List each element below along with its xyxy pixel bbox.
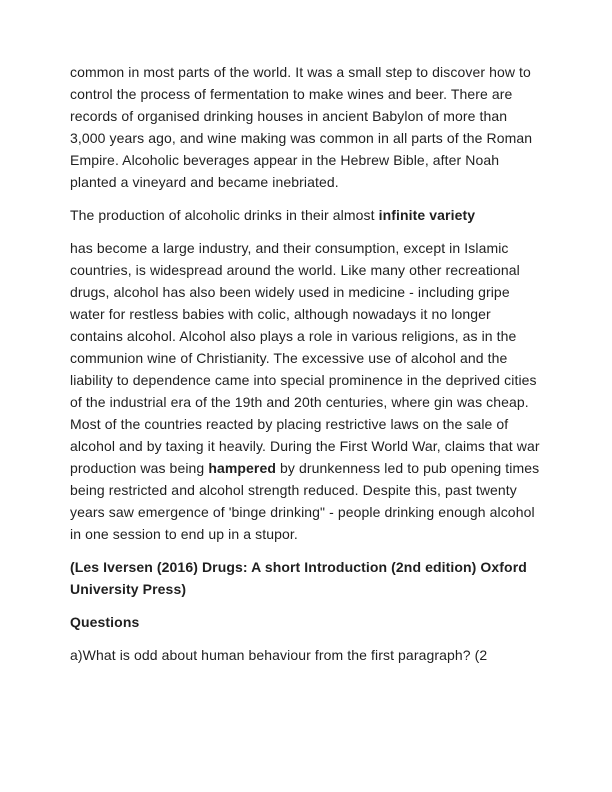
paragraph-production-intro — [70, 204, 542, 226]
text-run: The production of alcoholic drinks in their almost — [70, 207, 379, 223]
question-a — [70, 644, 542, 666]
text-run-bold-hampered: hampered — [208, 460, 277, 476]
question-a-text: a)What is odd about human behaviour from the first paragraph? (2 — [70, 647, 488, 663]
text-run: by drunkenness led to pub opening times being restricted and alcohol strength reduced. Despite this, past twenty years saw emergence of 'binge drinking" - people drinking enough alcohol in one session to end up in a stupor. — [70, 460, 540, 542]
document-body — [70, 61, 542, 666]
text-run-bold-infinite-variety: infinite variety — [378, 207, 476, 223]
paragraph-industry-and-consumption — [70, 237, 542, 545]
questions-heading-text: Questions — [70, 614, 140, 630]
paragraph-history-of-alcohol — [70, 61, 542, 193]
text-run: common in most parts of the world. It was a small step to discover how to control the process of fermentation to make wines and beer. There are records of organised drinking houses in ancient Babylon of more than 3,000 years ago, and wine making was common in all parts of the Roman Empire. Alcoholic beverages appear in the Hebrew Bible, after Noah planted a vineyard and became inebriated. — [70, 64, 533, 190]
paragraph-citation — [70, 556, 542, 600]
citation-text: (Les Iversen (2016) Drugs: A short Introduction (2nd edition) Oxford University Press) — [70, 559, 527, 597]
text-run: has become a large industry, and their consumption, except in Islamic countries, is widespread around the world. Like many other recreational drugs, alcohol has also been widely used in medicine - including gripe water for restless babies with colic, although nowadays it no longer contains alcohol. Alcohol also plays a role in various religions, as in the communion wine of Christianity. The excessive use of alcohol and the liability to dependence came into special prominence in the deprived cities of the industrial era of the 19th and 20th centuries, where gin was cheap. Most of the countries reacted by placing restrictive laws on the sale of alcohol and by taxing it heavily. During the First World War, claims that war production was being — [70, 240, 540, 476]
questions-heading — [70, 611, 542, 633]
